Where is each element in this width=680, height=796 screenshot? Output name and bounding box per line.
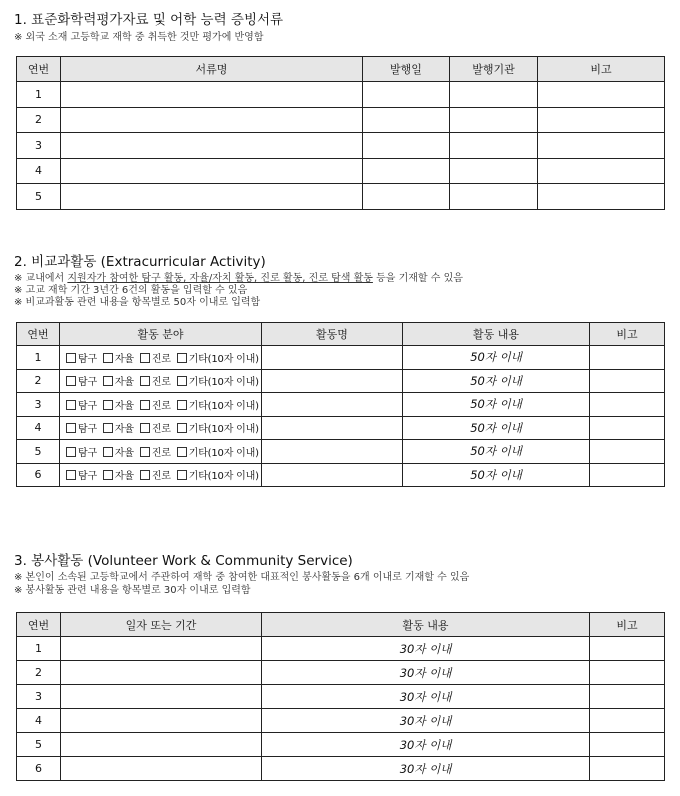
col-header-issuer: 발행기관 bbox=[450, 57, 538, 82]
col-header-number: 연번 bbox=[17, 57, 61, 82]
table-row bbox=[17, 416, 665, 440]
checkbox[interactable] bbox=[177, 470, 187, 480]
remarks-cell[interactable] bbox=[590, 393, 665, 417]
checkbox[interactable] bbox=[103, 400, 113, 410]
remarks-cell[interactable] bbox=[590, 416, 665, 440]
col-header-issue-date: 발행일 bbox=[363, 57, 450, 82]
row-number: 2 bbox=[17, 107, 61, 133]
activity-content-cell[interactable]: 50자 이내 bbox=[403, 346, 590, 370]
date-period-cell[interactable] bbox=[61, 661, 262, 685]
issue-date-cell[interactable] bbox=[363, 82, 450, 108]
activity-name-cell[interactable] bbox=[262, 463, 403, 487]
checkbox[interactable] bbox=[177, 447, 187, 457]
table-row bbox=[17, 733, 665, 757]
documents-table bbox=[16, 56, 665, 210]
checkbox-label: 진로 bbox=[151, 424, 171, 436]
checkbox-label: 자율 bbox=[114, 353, 134, 365]
checkbox[interactable] bbox=[140, 423, 150, 433]
checkbox[interactable] bbox=[177, 423, 187, 433]
activity-field-cell bbox=[60, 440, 262, 464]
remarks-cell[interactable] bbox=[590, 463, 665, 487]
doc-name-cell[interactable] bbox=[61, 133, 363, 159]
activity-content-cell[interactable]: 50자 이내 bbox=[403, 416, 590, 440]
section3-note-2: ※ 봉사활동 관련 내용을 항목별로 30자 이내로 입력함 bbox=[14, 585, 251, 596]
table-row bbox=[17, 440, 665, 464]
checkbox-label: 탐구 bbox=[78, 353, 97, 365]
table-row bbox=[17, 184, 665, 210]
issue-date-cell[interactable] bbox=[363, 133, 450, 159]
col-header-activity-content: 활동 내용 bbox=[262, 613, 590, 637]
remarks-cell[interactable] bbox=[590, 661, 665, 685]
activity-name-cell[interactable] bbox=[262, 440, 403, 464]
col-header-number: 연번 bbox=[17, 323, 60, 346]
col-header-doc-name: 서류명 bbox=[61, 57, 363, 82]
row-number: 3 bbox=[17, 393, 60, 417]
activity-name-cell[interactable] bbox=[262, 369, 403, 393]
remarks-cell[interactable] bbox=[538, 107, 665, 133]
issue-date-cell[interactable] bbox=[363, 107, 450, 133]
table-row bbox=[17, 463, 665, 487]
checkbox-label: 자율 bbox=[114, 424, 134, 436]
activity-name-cell[interactable] bbox=[262, 416, 403, 440]
section3-note-1: ※ 본인이 소속된 고등학교에서 주관하여 재학 중 참여한 대표적인 봉사활동을 6개 이내로 기재할 수 있음 bbox=[14, 572, 470, 583]
checkbox[interactable] bbox=[103, 376, 113, 386]
checkbox-label: 기타(10자 이내) bbox=[188, 471, 259, 483]
table-row bbox=[17, 369, 665, 393]
col-header-remarks: 비고 bbox=[590, 323, 665, 346]
row-number: 5 bbox=[17, 440, 60, 464]
activities-table bbox=[16, 322, 665, 487]
checkbox-label: 기타(10자 이내) bbox=[188, 353, 259, 365]
activity-content-cell[interactable]: 50자 이내 bbox=[403, 393, 590, 417]
activity-content-cell[interactable]: 50자 이내 bbox=[403, 440, 590, 464]
checkbox-label: 진로 bbox=[151, 400, 171, 412]
table-row bbox=[17, 107, 665, 133]
row-number: 4 bbox=[17, 416, 60, 440]
checkbox[interactable] bbox=[66, 400, 76, 410]
row-number: 5 bbox=[17, 733, 61, 757]
date-period-cell[interactable] bbox=[61, 757, 262, 781]
checkbox-label: 기타(10자 이내) bbox=[188, 377, 259, 389]
table-row bbox=[17, 637, 665, 661]
table-row bbox=[17, 661, 665, 685]
remarks-cell[interactable] bbox=[538, 133, 665, 159]
checkbox-label: 진로 bbox=[151, 471, 171, 483]
doc-name-cell[interactable] bbox=[61, 184, 363, 210]
section2-note-2: ※ 고교 재학 기간 3년간 6건의 활동을 입력할 수 있음 bbox=[14, 285, 248, 296]
section3-title: 3. 봉사활동 (Volunteer Work & Community Service) bbox=[14, 553, 353, 569]
checkbox-label: 탐구 bbox=[78, 447, 97, 459]
activity-field-cell bbox=[60, 369, 262, 393]
doc-name-cell[interactable] bbox=[61, 107, 363, 133]
checkbox[interactable] bbox=[177, 376, 187, 386]
col-header-activity-name: 활동명 bbox=[262, 323, 403, 346]
checkbox-label: 탐구 bbox=[78, 377, 97, 389]
date-period-cell[interactable] bbox=[61, 733, 262, 757]
activity-content-cell[interactable]: 30자 이내 bbox=[262, 661, 590, 685]
date-period-cell[interactable] bbox=[61, 709, 262, 733]
row-number: 4 bbox=[17, 709, 61, 733]
activity-field-cell bbox=[60, 346, 262, 370]
activity-content-cell[interactable]: 50자 이내 bbox=[403, 463, 590, 487]
issuer-cell[interactable] bbox=[450, 107, 538, 133]
checkbox-label: 자율 bbox=[114, 447, 134, 459]
section2-note-1: ※ 교내에서 지원자가 참여한 탐구 활동, 자율/자치 활동, 진로 활동, 진로 탐색 활동 등을 기재할 수 있음 bbox=[14, 273, 463, 284]
checkbox-label: 탐구 bbox=[78, 471, 97, 483]
remarks-cell[interactable] bbox=[590, 733, 665, 757]
row-number: 1 bbox=[17, 637, 61, 661]
table-row bbox=[17, 757, 665, 781]
date-period-cell[interactable] bbox=[61, 637, 262, 661]
issuer-cell[interactable] bbox=[450, 82, 538, 108]
table-row bbox=[17, 709, 665, 733]
table-row bbox=[17, 82, 665, 108]
checkbox[interactable] bbox=[66, 376, 76, 386]
row-number: 5 bbox=[17, 184, 61, 210]
table-row bbox=[17, 158, 665, 184]
activity-name-cell[interactable] bbox=[262, 346, 403, 370]
remarks-cell[interactable] bbox=[538, 184, 665, 210]
activity-content-cell[interactable]: 30자 이내 bbox=[262, 685, 590, 709]
remarks-cell[interactable] bbox=[590, 440, 665, 464]
row-number: 6 bbox=[17, 757, 61, 781]
checkbox[interactable] bbox=[103, 423, 113, 433]
activity-content-cell[interactable]: 30자 이내 bbox=[262, 733, 590, 757]
volunteer-table bbox=[16, 612, 665, 781]
checkbox-label: 기타(10자 이내) bbox=[188, 447, 259, 459]
activity-content-cell[interactable]: 50자 이내 bbox=[403, 369, 590, 393]
checkbox-label: 진로 bbox=[151, 377, 171, 389]
col-header-activity-field: 활동 분야 bbox=[60, 323, 262, 346]
col-header-number: 연번 bbox=[17, 613, 61, 637]
activity-field-cell bbox=[60, 416, 262, 440]
checkbox[interactable] bbox=[140, 400, 150, 410]
remarks-cell[interactable] bbox=[538, 82, 665, 108]
checkbox[interactable] bbox=[103, 353, 113, 363]
remarks-cell[interactable] bbox=[590, 637, 665, 661]
activity-content-cell[interactable]: 30자 이내 bbox=[262, 637, 590, 661]
col-header-activity-content: 활동 내용 bbox=[403, 323, 590, 346]
row-number: 2 bbox=[17, 661, 61, 685]
row-number: 6 bbox=[17, 463, 60, 487]
activity-field-cell bbox=[60, 463, 262, 487]
issue-date-cell[interactable] bbox=[363, 158, 450, 184]
activity-field-cell bbox=[60, 393, 262, 417]
remarks-cell[interactable] bbox=[590, 757, 665, 781]
row-number: 4 bbox=[17, 158, 61, 184]
checkbox-label: 탐구 bbox=[78, 400, 97, 412]
checkbox-label: 자율 bbox=[114, 400, 134, 412]
checkbox[interactable] bbox=[177, 400, 187, 410]
table-row bbox=[17, 685, 665, 709]
row-number: 1 bbox=[17, 346, 60, 370]
checkbox[interactable] bbox=[103, 470, 113, 480]
remarks-cell[interactable] bbox=[590, 685, 665, 709]
table-row bbox=[17, 393, 665, 417]
checkbox-label: 자율 bbox=[114, 377, 134, 389]
remarks-cell[interactable] bbox=[590, 709, 665, 733]
issuer-cell[interactable] bbox=[450, 184, 538, 210]
checkbox[interactable] bbox=[66, 447, 76, 457]
date-period-cell[interactable] bbox=[61, 685, 262, 709]
issuer-cell[interactable] bbox=[450, 133, 538, 159]
remarks-cell[interactable] bbox=[590, 346, 665, 370]
checkbox-label: 자율 bbox=[114, 471, 134, 483]
section2-title: 2. 비교과활동 (Extracurricular Activity) bbox=[14, 254, 266, 270]
row-number: 3 bbox=[17, 133, 61, 159]
issuer-cell[interactable] bbox=[450, 158, 538, 184]
issue-date-cell[interactable] bbox=[363, 184, 450, 210]
activity-content-cell[interactable]: 30자 이내 bbox=[262, 709, 590, 733]
row-number: 1 bbox=[17, 82, 61, 108]
table-row bbox=[17, 133, 665, 159]
activity-content-cell[interactable]: 30자 이내 bbox=[262, 757, 590, 781]
checkbox-label: 진로 bbox=[151, 353, 171, 365]
row-number: 3 bbox=[17, 685, 61, 709]
checkbox[interactable] bbox=[140, 376, 150, 386]
checkbox-label: 기타(10자 이내) bbox=[188, 400, 259, 412]
checkbox[interactable] bbox=[66, 353, 76, 363]
checkbox[interactable] bbox=[177, 353, 187, 363]
table-row bbox=[17, 346, 665, 370]
checkbox-label: 진로 bbox=[151, 447, 171, 459]
checkbox-label: 탐구 bbox=[78, 424, 97, 436]
checkbox[interactable] bbox=[66, 423, 76, 433]
checkbox[interactable] bbox=[103, 447, 113, 457]
remarks-cell[interactable] bbox=[590, 369, 665, 393]
doc-name-cell[interactable] bbox=[61, 158, 363, 184]
section1-note: ※ 외국 소재 고등학교 재학 중 취득한 것만 평가에 반영함 bbox=[14, 32, 264, 43]
checkbox-label: 기타(10자 이내) bbox=[188, 424, 259, 436]
col-header-date-period: 일자 또는 기간 bbox=[61, 613, 262, 637]
activity-name-cell[interactable] bbox=[262, 393, 403, 417]
checkbox[interactable] bbox=[140, 353, 150, 363]
col-header-remarks: 비고 bbox=[538, 57, 665, 82]
remarks-cell[interactable] bbox=[538, 158, 665, 184]
row-number: 2 bbox=[17, 369, 60, 393]
doc-name-cell[interactable] bbox=[61, 82, 363, 108]
checkbox[interactable] bbox=[140, 470, 150, 480]
col-header-remarks: 비고 bbox=[590, 613, 665, 637]
checkbox[interactable] bbox=[66, 470, 76, 480]
section1-title: 1. 표준화학력평가자료 및 어학 능력 증빙서류 bbox=[14, 12, 284, 28]
checkbox[interactable] bbox=[140, 447, 150, 457]
section2-note-3: ※ 비교과활동 관련 내용을 항목별로 50자 이내로 입력함 bbox=[14, 297, 261, 308]
